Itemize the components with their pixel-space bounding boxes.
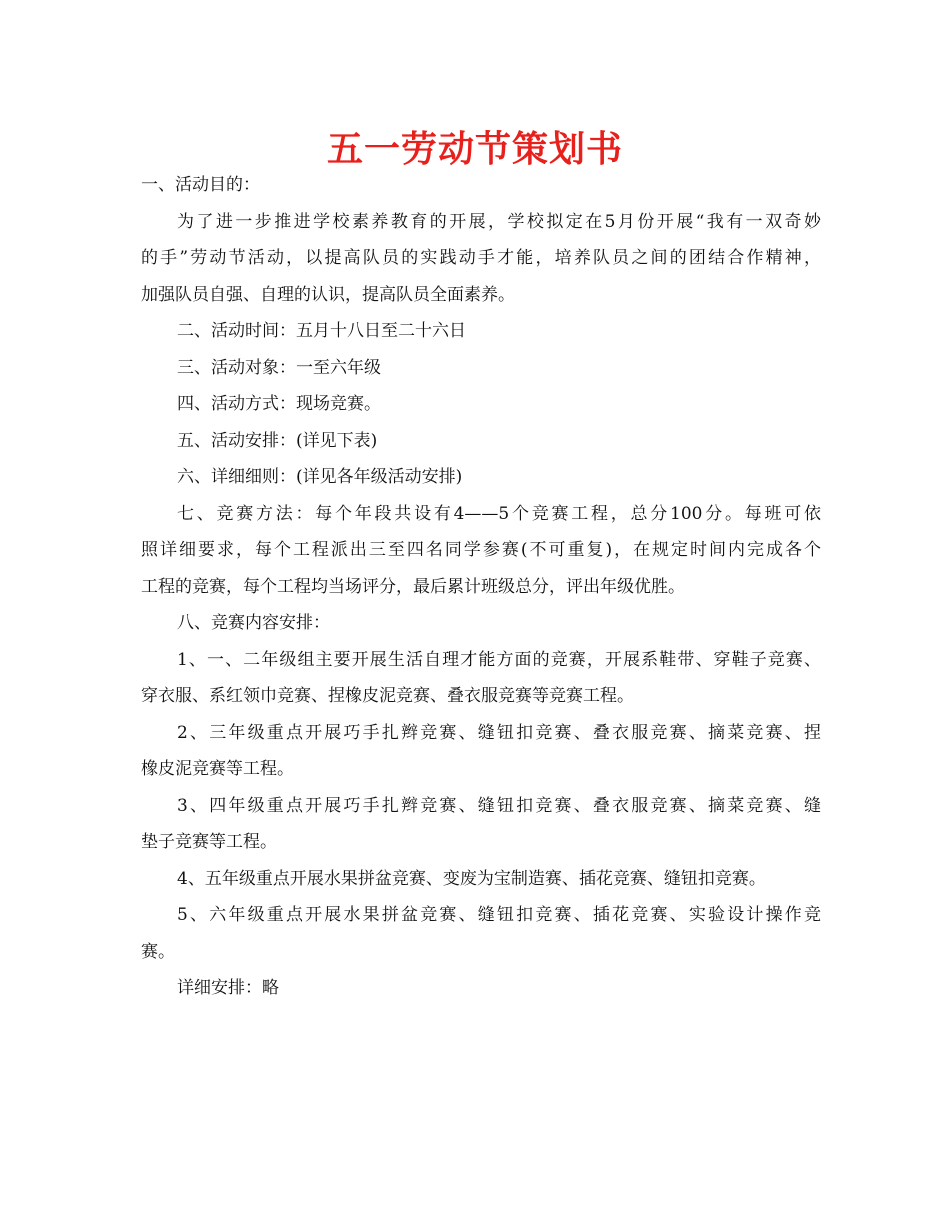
list-item-line: 橡皮泥竞赛等工程。 xyxy=(141,759,294,779)
list-item-line: 5、六年级重点开展水果拼盆竞赛、缝钮扣竞赛、插花竞赛、实验设计操作竞 xyxy=(177,905,821,925)
list-item-line: 垫子竞赛等工程。 xyxy=(141,832,277,852)
paragraph-line: 为了进一步推进学校素养教育的开展，学校拟定在5月份开展“我有一双奇妙 xyxy=(177,211,821,232)
list-item-line: 4、五年级重点开展水果拼盆竞赛、变废为宝制造赛、插花竞赛、缝钮扣竞赛。 xyxy=(177,868,766,889)
paragraph-line: 照详细要求，每个工程派出三至四名同学参赛(不可重复)，在规定时间内完成各个 xyxy=(141,540,821,560)
paragraph-line: 工程的竞赛，每个工程均当场评分，最后累计班级总分，评出年级优胜。 xyxy=(141,576,685,597)
document-title: 五一劳动节策划书 xyxy=(326,129,623,170)
section-activity-time: 二、活动时间：五月十八日至二十六日 xyxy=(177,321,466,341)
paragraph-line: 加强队员自强、自理的认识，提高队员全面素养。 xyxy=(141,284,515,305)
list-item-line: 3、四年级重点开展巧手扎辫竞赛、缝钮扣竞赛、叠衣服竞赛、摘菜竞赛、缝 xyxy=(177,795,821,816)
paragraph-line: 的手”劳动节活动，以提高队员的实践动手才能，培养队员之间的团结合作精神， xyxy=(141,248,821,268)
list-item-line: 赛。 xyxy=(141,941,175,962)
list-item-line: 2、三年级重点开展巧手扎辫竞赛、缝钮扣竞赛、叠衣服竞赛、摘菜竞赛、捏 xyxy=(177,722,821,743)
section-activity-arrangement: 五、活动安排：(详见下表) xyxy=(177,430,378,451)
closing-line: 详细安排：略 xyxy=(177,978,279,998)
section-heading-purpose: 一、活动目的： xyxy=(141,175,260,195)
section-activity-method: 四、活动方式：现场竞赛。 xyxy=(177,394,381,414)
list-item-line: 1、一、二年级组主要开展生活自理才能方面的竞赛，开展系鞋带、穿鞋子竞赛、 xyxy=(177,649,821,670)
list-item-line: 穿衣服、系红领巾竞赛、捏橡皮泥竞赛、叠衣服竞赛等竞赛工程。 xyxy=(141,686,634,706)
document-body xyxy=(141,172,821,1012)
paragraph-line: 七、竞赛方法：每个年段共设有4——5个竞赛工程，总分100分。每班可依 xyxy=(177,503,821,524)
section-activity-target: 三、活动对象：一至六年级 xyxy=(177,357,381,378)
section-competition-content: 八、竞赛内容安排： xyxy=(177,613,330,633)
section-detailed-rules: 六、详细细则：(详见各年级活动安排) xyxy=(177,467,463,487)
